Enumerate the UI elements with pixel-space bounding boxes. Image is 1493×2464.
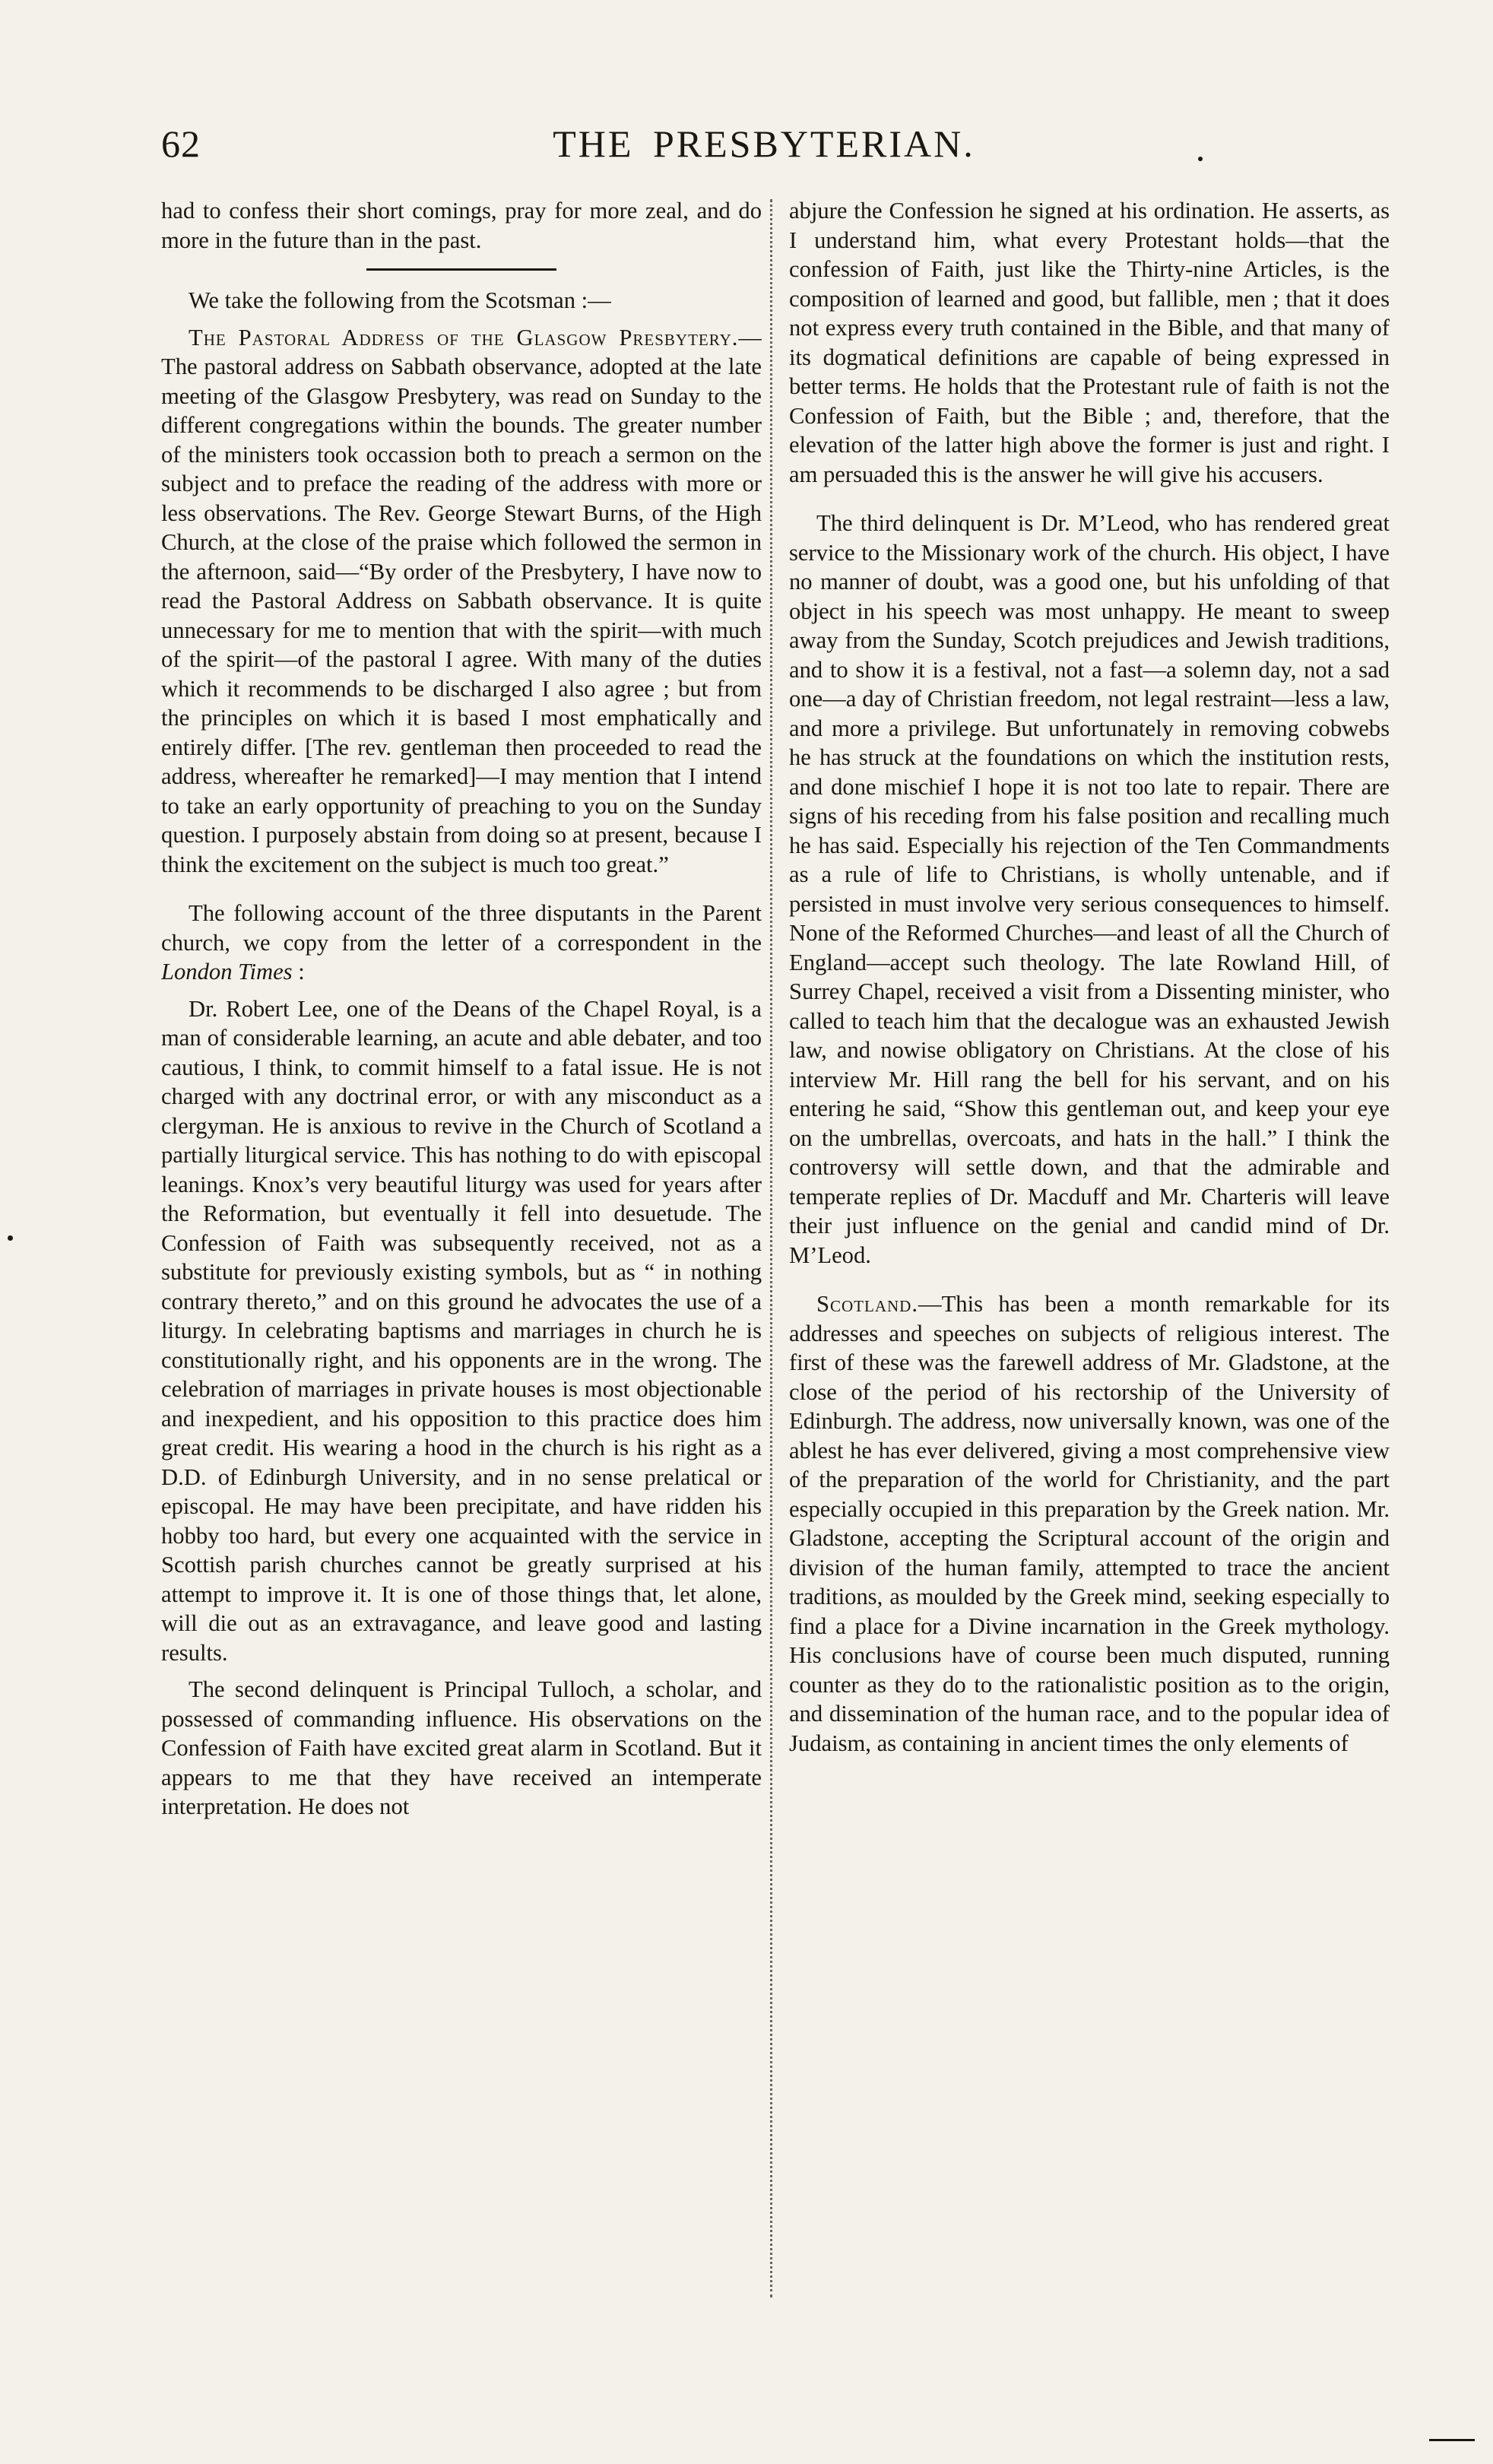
ink-speck xyxy=(8,1235,13,1241)
intro-paragraph: We take the following from the Scotsman :— xyxy=(189,287,611,313)
article-body: —This has been a month remarkable for its addresses and speeches on subjects of religious interest. The first of these was the farewell address of Mr. Gladstone, at the close of the period of his rectorship of the University of Edinburgh. The address, now universally known, was one of the ablest he has ever delivered, giving a most comprehensive view of the preparation of the world for Christianity, and the part especially occupied in this preparation by the Greek nation. Mr. Gladstone, accepting the Scriptural account of the origin and division of the human family, attempted to trace the ancient traditions, as moulded by the Greek mind, seeking especially to find a place for a Divine incarnation in the Greek mythology. His conclusions have of course been much disputed, running counter as they do to the rationalistic position as to the origin, and dissemination of the human race, and to the popular idea of Judaism, as containing in ancient times the only elements of xyxy=(789,1291,1390,1756)
article-paragraph xyxy=(789,1289,1390,1758)
left-column xyxy=(161,196,762,2302)
intro-text-end: : xyxy=(292,959,305,985)
column-rule xyxy=(770,199,772,2298)
intro-text: The following account of the three disputants in the Parent church, we copy from the letter of a correspondent in the xyxy=(161,900,762,956)
ink-speck xyxy=(1198,157,1203,161)
masthead-title: THE PRESBYTERIAN. xyxy=(553,122,975,165)
right-column xyxy=(789,196,1390,2302)
continued-paragraph: had to confess their short comings, pray for more zeal, and do more in the future than in the past. xyxy=(161,198,762,253)
source-title: London Times xyxy=(161,959,293,985)
intro-paragraph xyxy=(161,899,762,987)
page-header xyxy=(152,114,1376,182)
article-paragraph: The third delinquent is Dr. M’Leod, who has rendered great service to the Missionary work of the church. His object, I have no manner of doubt, was a good one, but his unfolding of that object in his speech was most unhappy. He meant to sweep away from the Sunday, Scotch prejudices and Jewish traditions, and to show it is a festival, not a fast—a solemn day, not a sad one—a day of Christian freedom, not legal restraint—less a law, and more a privilege. But unfortunately in removing cobwebs he has struck at the foundations on which the institution rests, and done mischief I hope it is not too late to repair. There are signs of his receding from his false position and recalling much he has said. Especially his rejection of the Ten Commandments as a rule of life to Christians, is wholly untenable, and if persisted in must involve very serious consequences to himself. None of the Reformed Churches—and least of all the Church of England—accept such theology. The late Rowland Hill, of Surrey Chapel, received a visit from a Dissenting minister, who called to teach him that the decalogue was an exhausted Jewish law, and nowise obligatory on Christians. At the close of his interview Mr. Hill rang the bell for his servant, and on his entering he said, “Show this gentleman out, and keep your eye on the umbrellas, overcoats, and hats in the hall.” I think the controversy will settle down, and that the admirable and temperate replies of Dr. Macduff and Mr. Charteris will leave their just influence on the genial and candid mind of Dr. M’Leod. xyxy=(789,510,1390,1268)
section-divider xyxy=(366,268,556,271)
article-heading: The Pastoral Address of the Glasgow Presbytery. xyxy=(189,324,739,350)
article-paragraph: Dr. Robert Lee, one of the Deans of the Chapel Royal, is a man of considerable learning, an acute and able debater, and too cautious, I think, to commit himself to a fatal issue. He is not charged with any doctrinal error, or with any misconduct as a clergyman. He is anxious to revive in the Church of Scotland a partially liturgical service. This has nothing to do with episcopal leanings. Knox’s very beautiful liturgy was used for years after the Reformation, but eventually it fell into desuetude. The Confession of Faith was subsequently received, not as a substitute for previously existing symbols, but as “ in nothing contrary thereto,” and on this ground he advocates the use of a liturgy. In celebrating baptisms and marriages in church he is constitutionally right, and his opponents are in the wrong. The celebration of marriages in private houses is most objectionable and inexpedient, and his opposition to this practice does him great credit. His wearing a hood in the church is his right as a D.D. of Edinburgh University, and in no sense prelatical or episcopal. He may have been precipitate, and have ridden his hobby too hard, but every one acquainted with the service in Scottish parish churches cannot be greatly surprised at his attempt to improve it. It is one of those things that, let alone, will die out as an extravagance, and leave good and lasting results. xyxy=(161,995,762,1666)
page-number: 62 xyxy=(161,122,201,165)
corner-rule xyxy=(1429,2439,1475,2441)
continued-paragraph: abjure the Confession he signed at his ordination. He asserts, as I understand him, what every Protestant holds—that the confession of Faith, just like the Thirty-nine Articles, is the composition of learned and good, but fallible, men ; that it does not express every truth contained in the Bible, and that many of its dogmatical definitions are capable of being expressed in better terms. He holds that the Protestant rule of faith is not the Confession of Faith, but the Bible ; and, therefore, that the elevation of the latter high above the former is just and right. I am persuaded this is the answer he will give his accusers. xyxy=(789,198,1390,487)
article-heading: Scotland. xyxy=(816,1291,918,1317)
article-paragraph xyxy=(161,323,762,880)
article-paragraph: The second delinquent is Principal Tulloch, a scholar, and possessed of commanding influence. His observations on the Confession of Faith have excited great alarm in Scotland. But it appears to me that they have received an intemperate interpretation. He does not xyxy=(161,1676,762,1819)
article-body: —The pastoral address on Sabbath observance, adopted at the late meeting of the Glasgow Presbytery, was read on Sunday to the different congregations within the bounds. The greater number of the ministers took occassion both to preach a sermon on the subject and to preface the reading of the address with more or less observations. The Rev. George Stewart Burns, of the High Church, at the close of the praise which followed the sermon in the afternoon, said—“By order of the Presbytery, I have now to read the Pastoral Address on Sabbath observance. It is quite unnecessary for me to mention that with the spirit—with much of the spirit—of the pastoral I agree. With many of the duties which it recommends to be discharged I also agree ; but from the principles on which it is based I most emphatically and entirely differ. [The rev. gentleman then proceeded to read the address, whereafter he remarked]—I may mention that I intend to take an early opportunity of preaching to you on the Sunday question. I purposely abstain from doing so at present, because I think the excitement on the subject is much too great.” xyxy=(161,324,762,877)
